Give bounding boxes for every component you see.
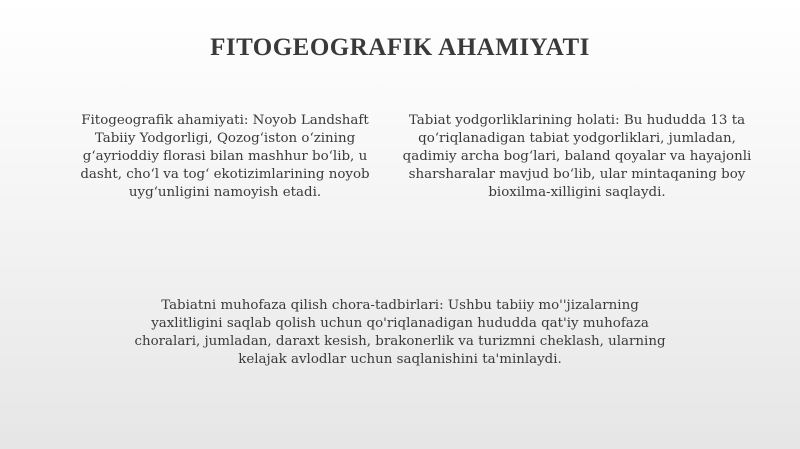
phytogeographic-significance-text: Fitogeografik ahamiyati: Noyob Landshaft Tabiiy Yodgorligi, Qozog‘iston o‘zining g‘ayrioddiy florasi bilan mashhur bo‘lib, u dasht, cho‘l va tog‘ ekotizimlarining noyob uyg‘unligini namoyish etadi. <box>80 113 370 200</box>
slide-title: FITOGEOGRAFIK AHAMIYATI <box>210 34 590 61</box>
conservation-measures-text: Tabiatni muhofaza qilish chora-tadbirlari: Ushbu tabiiy mo''jizalarning yaxlitligini saqlab qolish uchun qo'riqlanadigan hududda qat'iy muhofaza choralari, jumladan, daraxt kesish, brakonerlik va turizmni cheklash, ularning kelajak avlodlar uchun saqlanishini ta'minlaydi. <box>134 298 666 367</box>
nature-monuments-status-text: Tabiat yodgorliklarining holati: Bu hududda 13 ta qo‘riqlanadigan tabiat yodgorliklari, jumladan, qadimiy archa bog‘lari, baland qoyalar va hayajonli sharsharalar mavjud bo‘lib, ular mintaqaning boy bioxilma-xilligini saqlaydi. <box>402 113 752 200</box>
